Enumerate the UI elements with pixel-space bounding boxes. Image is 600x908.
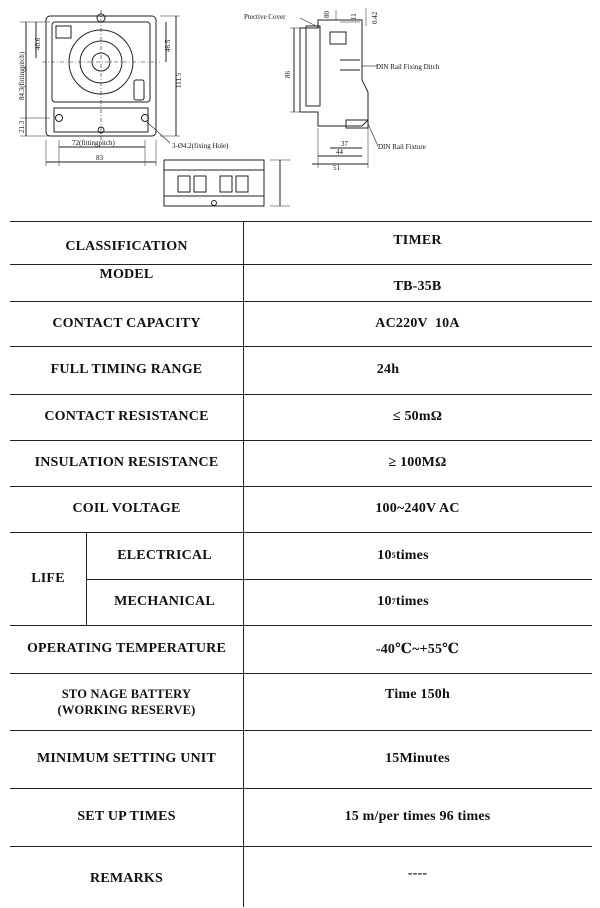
dim-84-3: 84.3(fittingpitch) xyxy=(18,51,26,100)
spec-table xyxy=(10,221,592,907)
minimum-setting-unit-label: MINIMUM SETTING UNIT xyxy=(36,751,216,766)
bottom-body xyxy=(164,160,264,206)
side-dim-labels xyxy=(244,11,440,173)
electrical-life-base: 10 xyxy=(377,547,392,563)
model-label: MODEL xyxy=(99,267,154,282)
side-view xyxy=(290,8,378,168)
dim-86: 86 xyxy=(284,71,292,78)
bottom-view xyxy=(164,160,290,206)
dim-21-3: 21.3 xyxy=(18,120,26,133)
protective-cover-label: Ptective Cover xyxy=(244,13,286,21)
dim-83: 83 xyxy=(96,154,103,162)
display-window xyxy=(56,26,71,38)
full-timing-range-value: 24h xyxy=(376,362,400,377)
storage-battery-label xyxy=(10,673,243,730)
insulation-resistance-label: INSULATION RESISTANCE xyxy=(34,455,219,470)
mechanical-label: MECHANICAL xyxy=(114,594,215,609)
fixing-hole-right xyxy=(142,115,149,122)
operating-temperature-value: -40℃~+55℃ xyxy=(375,641,460,657)
full-timing-range-label: FULL TIMING RANGE xyxy=(50,362,203,377)
protective-cover xyxy=(306,26,320,106)
side-switch xyxy=(134,80,144,100)
remarks-value: ---- xyxy=(407,866,428,881)
classification-value: TIMER xyxy=(393,233,442,248)
din-rail-fixture-label: DIN Rail Fixture xyxy=(378,143,426,151)
set-up-times-label: SET UP TIMES xyxy=(77,809,176,824)
classification-label: CLASSIFICATION xyxy=(65,238,188,254)
dim-111-5: 111.5 xyxy=(175,72,183,88)
dim-44: 44 xyxy=(336,148,343,156)
fixing-hole-label: 3-Ø4.2(fixing Hole) xyxy=(172,142,229,150)
mechanical-life-value: 10 7 times xyxy=(377,594,429,609)
electrical-life-value: 10 5 times xyxy=(377,547,429,563)
side-body xyxy=(300,20,368,126)
insulation-resistance-value: ≥ 100MΩ xyxy=(388,455,447,470)
storage-battery-label-line2: (WORKING RESERVE) xyxy=(57,702,196,717)
front-dim-labels xyxy=(18,37,229,162)
dim-11: 11 xyxy=(350,13,358,20)
mechanical-life-base: 10 xyxy=(377,594,392,609)
contact-capacity-value: AC220V 10A xyxy=(375,315,460,331)
fixing-hole-left xyxy=(56,115,63,122)
operating-temperature-label: OPERATING TEMPERATURE xyxy=(26,641,227,656)
din-rail-ditch-label: DIN Rail Fixing Ditch xyxy=(376,63,440,71)
contact-capacity-label: CONTACT CAPACITY xyxy=(52,315,201,331)
coil-voltage-label: COIL VOLTAGE xyxy=(72,501,181,516)
mechanical-life-unit: times xyxy=(395,594,429,609)
storage-battery-value: Time 150h xyxy=(385,687,450,702)
electrical-life-unit: times xyxy=(395,547,429,563)
dim-0-42: 0.42 xyxy=(371,11,379,24)
dimension-drawing xyxy=(0,0,600,220)
dim-37: 37 xyxy=(341,140,348,148)
storage-battery-label-line1: STO NAGE BATTERY xyxy=(61,686,192,701)
dim-72: 72(fittingpitch) xyxy=(72,139,115,147)
life-label: LIFE xyxy=(31,570,65,586)
contact-resistance-value: ≤ 50mΩ xyxy=(392,409,443,424)
dim-46-5: 46.5 xyxy=(164,39,172,52)
remarks-label: REMARKS xyxy=(90,871,163,886)
contact-resistance-label: CONTACT RESISTANCE xyxy=(44,409,209,424)
dim-40-6: 40.6 xyxy=(34,37,42,50)
minimum-setting-unit-value: 15Minutes xyxy=(385,751,450,766)
coil-voltage-value: 100~240V AC xyxy=(375,501,460,516)
electrical-label: ELECTRICAL xyxy=(117,547,212,563)
set-up-times-value: 15 m/per times 96 times xyxy=(344,809,491,824)
dim-80: 80 xyxy=(323,11,331,18)
dim-51: 51 xyxy=(333,164,340,172)
side-knob xyxy=(330,32,346,44)
model-value: TB-35B xyxy=(393,278,442,294)
